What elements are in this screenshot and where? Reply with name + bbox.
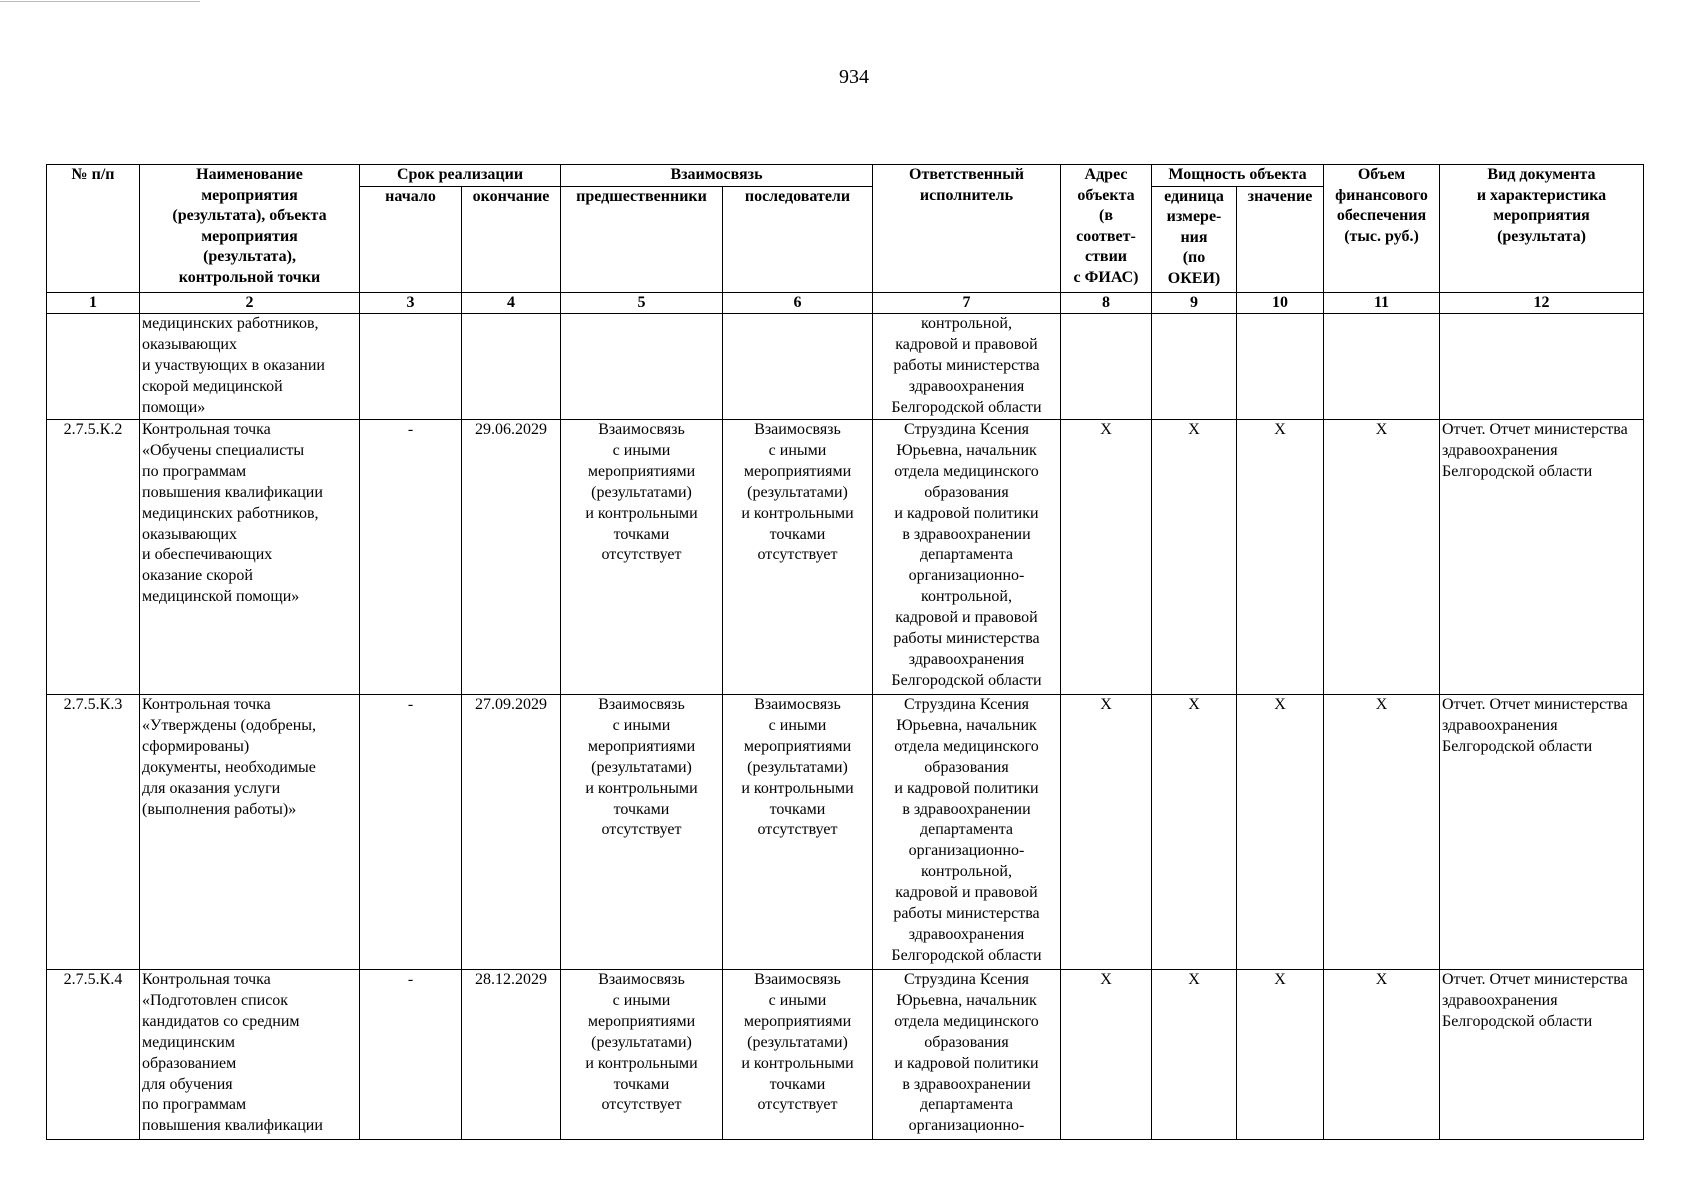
cell-responsible: Струздина Ксения Юрьевна, начальник отдела медицинского образования и кадровой политики в здравоохранении департамента организационно- контрольной, кадровой и правовой работы министерства здравоохранения Белгородской области	[873, 695, 1061, 970]
table-body	[47, 314, 1644, 1140]
header-unit: единица измере- ния (по ОКЕИ)	[1152, 186, 1237, 292]
cell-end: 28.12.2029	[462, 970, 561, 1140]
cell-predecessors: Взаимосвязь с иными мероприятиями (результатами) и контрольными точками отсутствует	[561, 420, 723, 695]
cell-address: X	[1061, 695, 1152, 970]
cell-value: X	[1237, 970, 1324, 1140]
column-number: 5	[561, 292, 723, 314]
header-address: Адрес объекта (в соответ- ствии с ФИАС)	[1061, 165, 1152, 293]
header-relation: Взаимосвязь	[561, 165, 873, 187]
table-header	[47, 165, 1644, 314]
cell-end: 29.06.2029	[462, 420, 561, 695]
cell-name: Контрольная точка «Утверждены (одобрены, сформированы) документы, необходимые для оказания услуги (выполнения работы)»	[140, 695, 360, 970]
cell-doc-type: Отчет. Отчет министерства здравоохранения Белгородской области	[1440, 420, 1644, 695]
column-number: 9	[1152, 292, 1237, 314]
cell-start: -	[360, 420, 462, 695]
cell-unit: X	[1152, 970, 1237, 1140]
header-num: № п/п	[47, 165, 140, 293]
table-row	[47, 970, 1644, 1140]
cell-address: X	[1061, 970, 1152, 1140]
header-term-end: окончание	[462, 186, 561, 292]
header-predecessors: предшественники	[561, 186, 723, 292]
cell-successors: Взаимосвязь с иными мероприятиями (результатами) и контрольными точками отсутствует	[723, 695, 873, 970]
page-number: 934	[839, 66, 869, 88]
header-term-start: начало	[360, 186, 462, 292]
cell-responsible: Струздина Ксения Юрьевна, начальник отдела медицинского образования и кадровой политики в здравоохранении департамента организационно-	[873, 970, 1061, 1140]
cell-finance: X	[1324, 420, 1440, 695]
column-number: 10	[1237, 292, 1324, 314]
cell-address	[1061, 314, 1152, 420]
cell-successors	[723, 314, 873, 420]
measures-table	[46, 164, 1644, 1140]
cell-num: 2.7.5.К.2	[47, 420, 140, 695]
column-number-row	[47, 292, 1644, 314]
table-row	[47, 314, 1644, 420]
header-successors: последователи	[723, 186, 873, 292]
cell-end	[462, 314, 561, 420]
cell-value: X	[1237, 420, 1324, 695]
column-number: 7	[873, 292, 1061, 314]
header-capacity: Мощность объекта	[1152, 165, 1324, 187]
cell-predecessors: Взаимосвязь с иными мероприятиями (результатами) и контрольными точками отсутствует	[561, 695, 723, 970]
cell-doc-type	[1440, 314, 1644, 420]
cell-unit	[1152, 314, 1237, 420]
column-number: 6	[723, 292, 873, 314]
cell-predecessors	[561, 314, 723, 420]
cell-value	[1237, 314, 1324, 420]
cell-finance: X	[1324, 970, 1440, 1140]
cell-doc-type: Отчет. Отчет министерства здравоохранения Белгородской области	[1440, 970, 1644, 1140]
header-responsible: Ответственный исполнитель	[873, 165, 1061, 293]
column-number: 4	[462, 292, 561, 314]
cell-start: -	[360, 970, 462, 1140]
cell-responsible: контрольной, кадровой и правовой работы министерства здравоохранения Белгородской области	[873, 314, 1061, 420]
header-finance: Объем финансового обеспечения (тыс. руб.)	[1324, 165, 1440, 293]
column-number: 3	[360, 292, 462, 314]
cell-successors: Взаимосвязь с иными мероприятиями (результатами) и контрольными точками отсутствует	[723, 970, 873, 1140]
cell-start: -	[360, 695, 462, 970]
cell-unit: X	[1152, 695, 1237, 970]
header-term: Срок реализации	[360, 165, 561, 187]
table-row	[47, 695, 1644, 970]
header-name: Наименование мероприятия (результата), объекта мероприятия (результата), контрольной точки	[140, 165, 360, 293]
cell-predecessors: Взаимосвязь с иными мероприятиями (результатами) и контрольными точками отсутствует	[561, 970, 723, 1140]
cell-num: 2.7.5.К.4	[47, 970, 140, 1140]
cell-responsible: Струздина Ксения Юрьевна, начальник отдела медицинского образования и кадровой политики в здравоохранении департамента организационно- контрольной, кадровой и правовой работы министерства здравоохранения Белгородской области	[873, 420, 1061, 695]
cell-finance: X	[1324, 695, 1440, 970]
cell-address: X	[1061, 420, 1152, 695]
cell-value: X	[1237, 695, 1324, 970]
column-number: 11	[1324, 292, 1440, 314]
cell-name: Контрольная точка «Подготовлен список кандидатов со средним медицинским образованием для обучения по программам повышения квалификации	[140, 970, 360, 1140]
cell-start	[360, 314, 462, 420]
cell-name: Контрольная точка «Обучены специалисты по программам повышения квалификации медицинских работников, оказывающих и обеспечивающих оказание скорой медицинской помощи»	[140, 420, 360, 695]
header-doc-type: Вид документа и характеристика мероприятия (результата)	[1440, 165, 1644, 293]
cell-successors: Взаимосвязь с иными мероприятиями (результатами) и контрольными точками отсутствует	[723, 420, 873, 695]
cell-name: медицинских работников, оказывающих и участвующих в оказании скорой медицинской помощи»	[140, 314, 360, 420]
column-number: 1	[47, 292, 140, 314]
scan-edge-line	[0, 1, 200, 2]
cell-num: 2.7.5.К.3	[47, 695, 140, 970]
column-number: 2	[140, 292, 360, 314]
cell-finance	[1324, 314, 1440, 420]
cell-unit: X	[1152, 420, 1237, 695]
header-value: значение	[1237, 186, 1324, 292]
cell-end: 27.09.2029	[462, 695, 561, 970]
column-number: 12	[1440, 292, 1644, 314]
column-number: 8	[1061, 292, 1152, 314]
cell-doc-type: Отчет. Отчет министерства здравоохранения Белгородской области	[1440, 695, 1644, 970]
table-row	[47, 420, 1644, 695]
cell-num	[47, 314, 140, 420]
